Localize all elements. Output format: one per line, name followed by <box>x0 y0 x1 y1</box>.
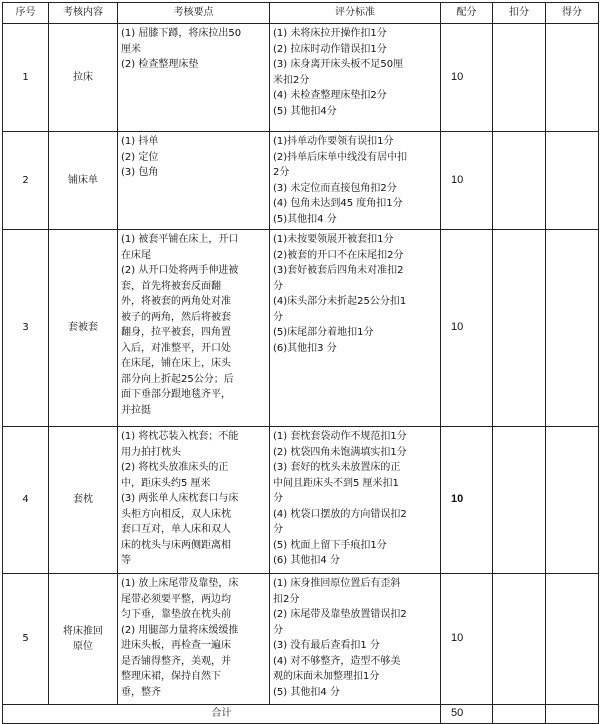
total-label: 合计 <box>3 705 441 724</box>
row-criteria: (1) 套枕套袋动作不规范扣1分 (2) 枕袋四角未饱满填实扣1分 (3) 套好的枕头未放置床的正 中间且距床头不到5 厘米扣1 分 (4) 枕袋口摆放的方向错误扣2 分 (5) 枕面上留下手痕扣1分 (6) 其他扣4 分 <box>270 427 441 574</box>
row-score: 10 <box>441 574 493 705</box>
row-result[interactable] <box>546 574 599 705</box>
table-row <box>3 132 599 230</box>
row-score: 10 <box>441 24 493 132</box>
assessment-table <box>2 2 599 724</box>
row-deduction[interactable] <box>493 24 546 132</box>
header-criteria: 评分标准 <box>270 3 441 24</box>
row-number: 1 <box>3 24 49 132</box>
row-result[interactable] <box>546 132 599 230</box>
row-content: 套枕 <box>49 427 118 574</box>
table-row <box>3 574 599 705</box>
row-content: 铺床单 <box>49 132 118 230</box>
row-deduction[interactable] <box>493 574 546 705</box>
header-row <box>3 3 599 24</box>
row-criteria: (1)未按要领展开被套扣1分 (2)被套的开口不在床尾扣2分 (3)套好被套后四角未对准扣2 分 (4)床头部分未折起25公分扣1 分 (5)床尾部分着地扣1分 (6)其他扣3 分 <box>270 230 441 427</box>
header-result: 得分 <box>546 3 599 24</box>
header-deduction: 扣分 <box>493 3 546 24</box>
row-number: 5 <box>3 574 49 705</box>
row-points: (1) 将枕芯装入枕套；不能 用力拍打枕头 (2) 将枕头放准床头的正 中，距床头约5 厘米 (3) 两张单人床枕套口与床 头柜方向相反，双人床枕 套口互对，单人床和双人 床的枕头与床两侧距离相 等 <box>118 427 270 574</box>
row-criteria: (1) 床身推回原位置后有歪斜 扣2分 (2) 床尾带及靠垫放置错误扣2 分 (3) 没有最后查看扣1 分 (4) 对不够整齐，造型不够美 观的床面未加整理扣1分 (5) 其他扣4 分 <box>270 574 441 705</box>
row-points: (1) 抖单 (2) 定位 (3) 包角 <box>118 132 270 230</box>
row-deduction[interactable] <box>493 427 546 574</box>
row-points: (1) 放上床尾带及靠垫，床 尾带必须要平整，两边均 匀下垂，靠垫放在枕头前 (2) 用腿部力量将床缓缓推 进床头板，再检查一遍床 是否铺得整齐，美观，并 整理床裙，保持自然下 垂，整齐 <box>118 574 270 705</box>
row-score: 10 <box>441 230 493 427</box>
header-points: 考核要点 <box>118 3 270 24</box>
row-criteria: (1)抖单动作要领有误扣1分 (2)抖单后床单中线没有居中扣 2分 (3) 未定位而直接包角扣2分 (4) 包角未达到45 度角扣1分 (5)其他扣4 分 <box>270 132 441 230</box>
row-points: (1) 屈膝下蹲，将床拉出50 厘米 (2) 检查整理床垫 <box>118 24 270 132</box>
row-content: 拉床 <box>49 24 118 132</box>
row-deduction[interactable] <box>493 132 546 230</box>
header-content: 考核内容 <box>49 3 118 24</box>
row-criteria: (1) 未将床拉开操作扣1分 (2) 拉床时动作错误扣1分 (3) 床身离开床头板不足50厘 米扣2分 (4) 未检查整理床垫扣2分 (5) 其他扣4分 <box>270 24 441 132</box>
row-number: 2 <box>3 132 49 230</box>
row-number: 4 <box>3 427 49 574</box>
row-score: 10 <box>441 427 493 574</box>
header-score: 配分 <box>441 3 493 24</box>
row-result[interactable] <box>546 24 599 132</box>
row-result[interactable] <box>546 230 599 427</box>
row-result[interactable] <box>546 427 599 574</box>
row-score: 10 <box>441 132 493 230</box>
table-row <box>3 230 599 427</box>
total-result[interactable] <box>546 705 599 724</box>
header-no: 序号 <box>3 3 49 24</box>
table-row <box>3 427 599 574</box>
total-deduction[interactable] <box>493 705 546 724</box>
row-points: (1) 被套平铺在床上，开口 在床尾 (2) 从开口处将两手伸进被 套，首先将被套反面翻 外，将被套的两角处对准 被子的两角，然后将被套 翻身，拉平被套，四角置 入后，对准整平，开口处 在床尾，铺在床上，床头 部分向上折起25公分；后 面下垂部分跟地毯齐平， 并拉挺 <box>118 230 270 427</box>
row-deduction[interactable] <box>493 230 546 427</box>
row-content: 将床推回 原位 <box>49 574 118 705</box>
table-row <box>3 24 599 132</box>
row-content: 套被套 <box>49 230 118 427</box>
row-number: 3 <box>3 230 49 427</box>
total-row <box>3 705 599 724</box>
total-score: 50 <box>441 705 493 724</box>
